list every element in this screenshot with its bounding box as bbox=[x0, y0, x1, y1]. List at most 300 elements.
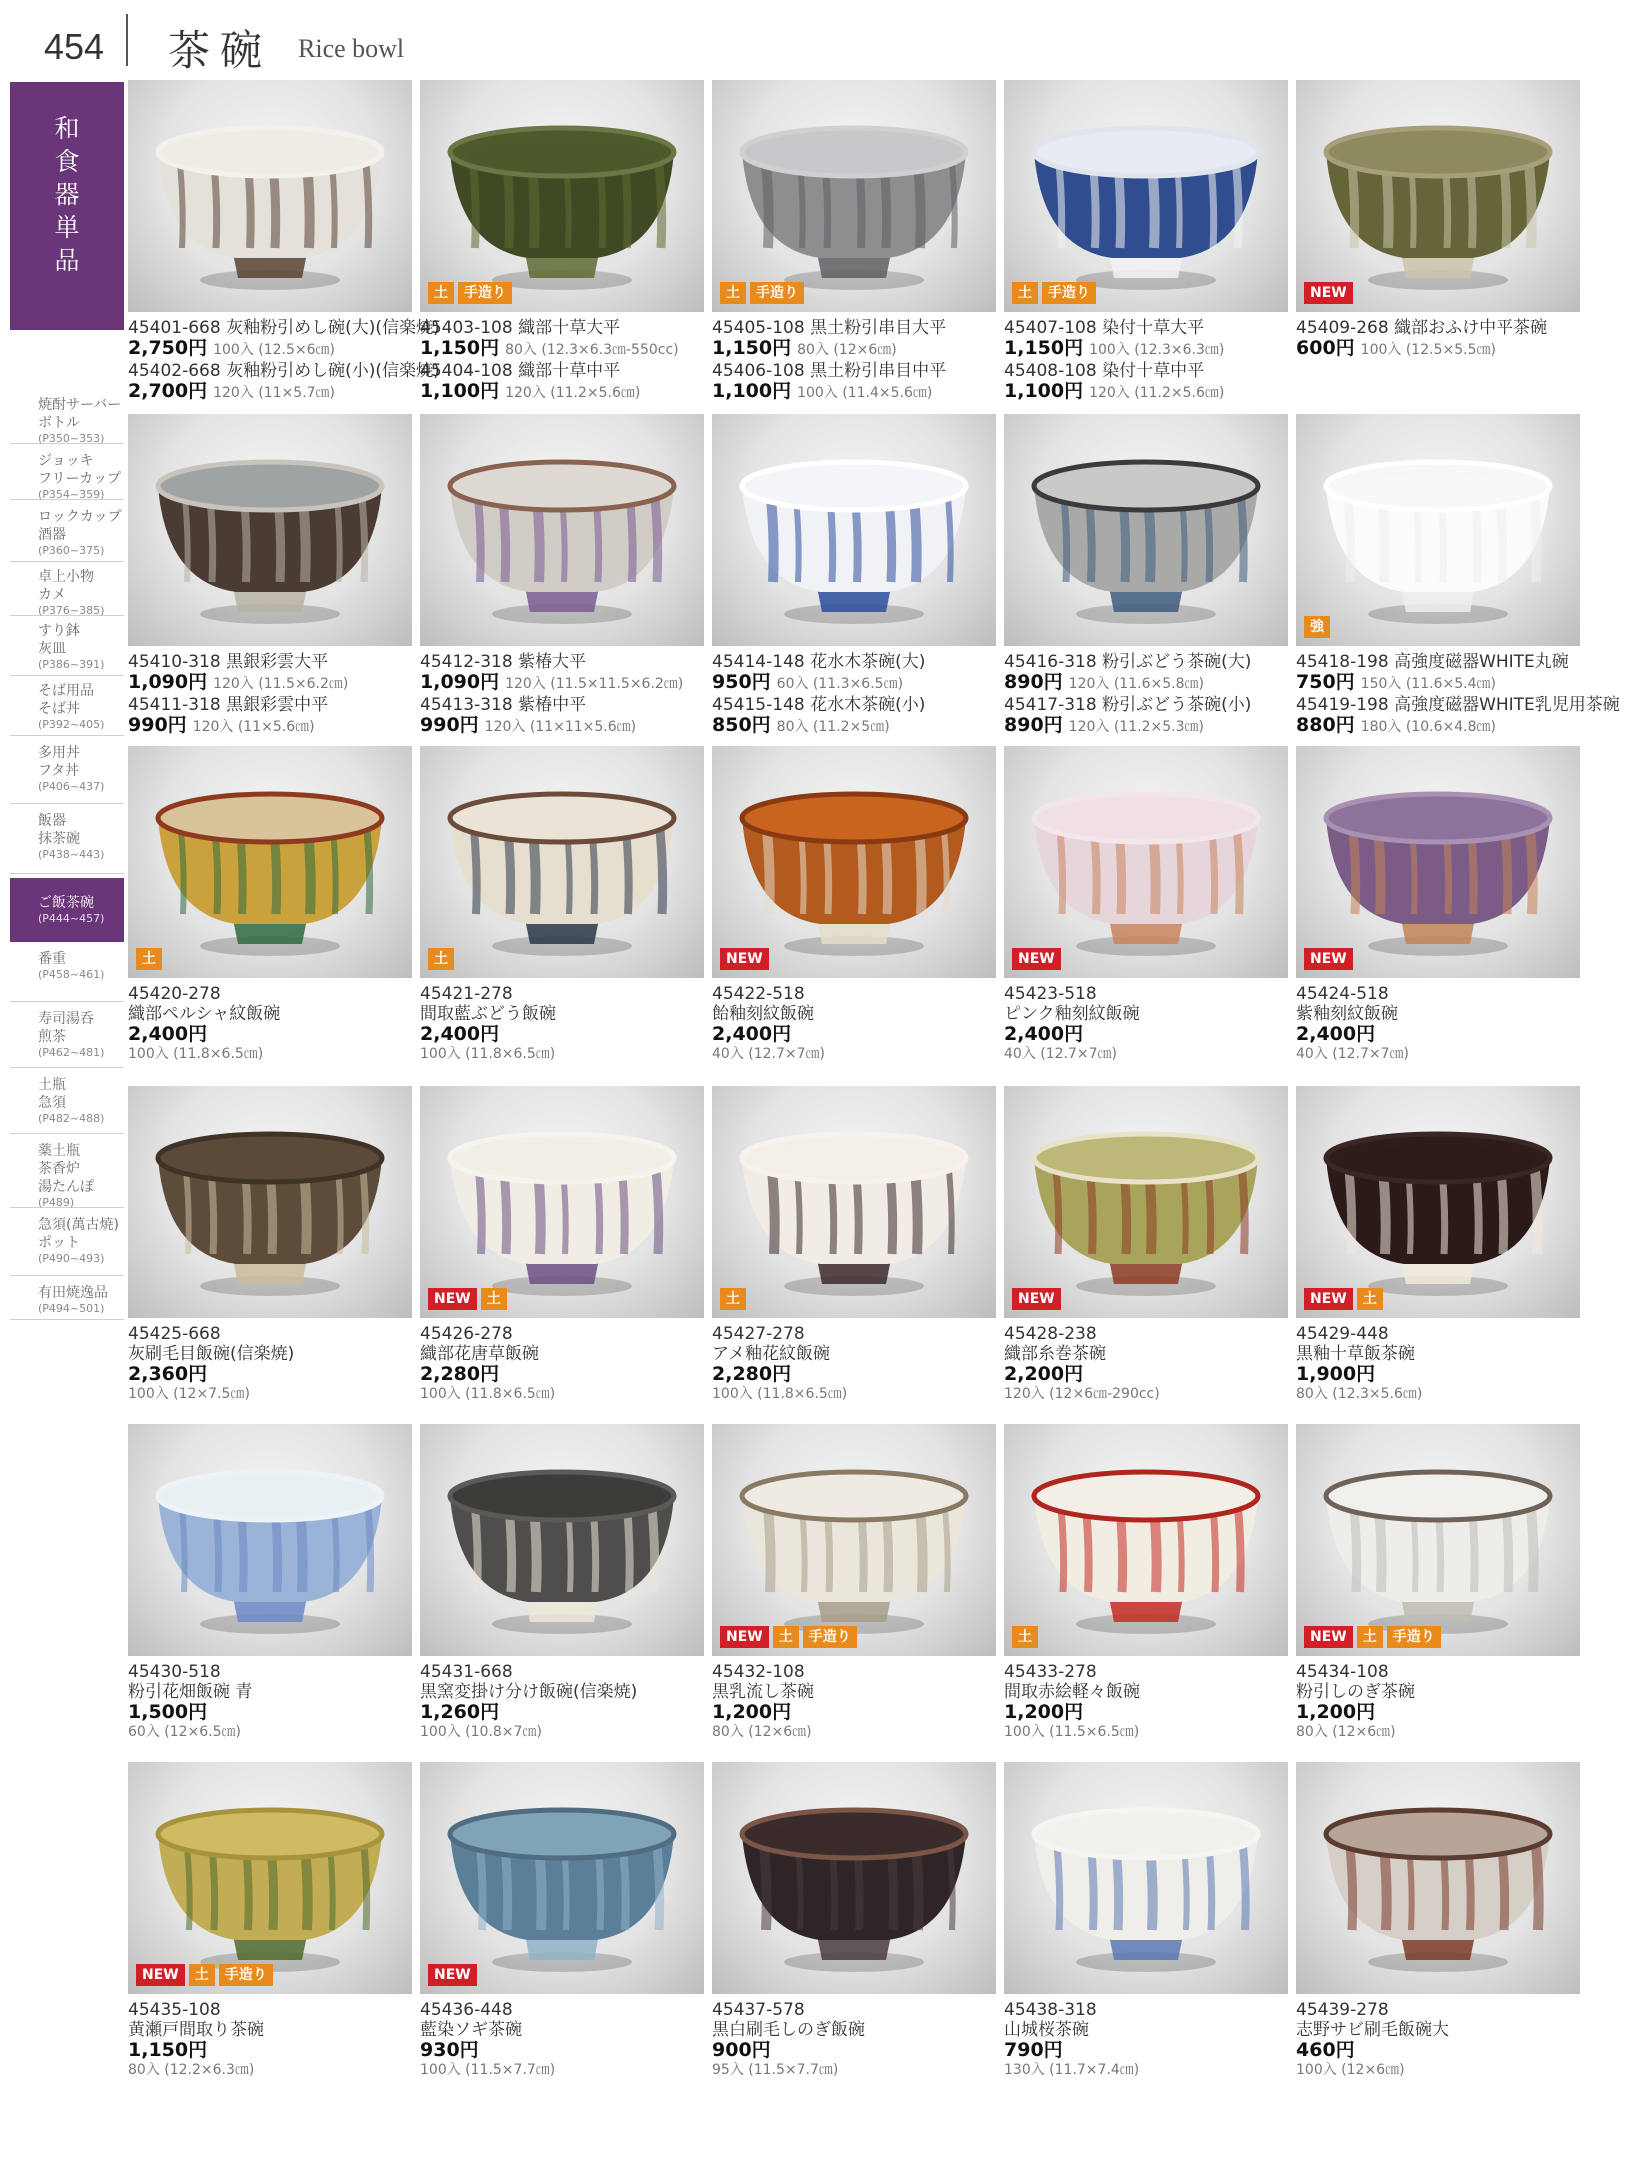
product-name: 織部花唐草飯碗 bbox=[420, 1344, 539, 1364]
product-code: 45432-108 bbox=[712, 1662, 805, 1682]
product-card[interactable] bbox=[420, 414, 704, 738]
product-card[interactable] bbox=[1296, 746, 1580, 1063]
product-price: 1,200円 bbox=[1296, 1701, 1376, 1723]
bowl-photo bbox=[1308, 1780, 1568, 1976]
bowl-pattern bbox=[1090, 1170, 1093, 1254]
bowl-pattern bbox=[364, 1846, 367, 1930]
clay-badge: 土 bbox=[720, 1288, 746, 1310]
product-spec: 150入 (11.6×5.4㎝) bbox=[1360, 676, 1496, 692]
product-photo bbox=[1296, 1086, 1580, 1318]
product-info bbox=[128, 1656, 412, 1741]
product-spec: 120入 (11.6×5.8㎝) bbox=[1068, 676, 1204, 692]
side-nav-label: そば用品 そば丼 bbox=[38, 683, 94, 717]
bowl-pattern bbox=[1212, 830, 1215, 914]
side-nav-pages: (P354~359) bbox=[38, 488, 105, 501]
product-price: 1,900円 bbox=[1296, 1363, 1376, 1385]
product-spec: 80入 (12.2×6.3㎝) bbox=[128, 2062, 255, 2078]
bowl-pattern bbox=[1379, 1508, 1382, 1592]
product-price: 2,280円 bbox=[420, 1363, 500, 1385]
clay-badge: 土 bbox=[773, 1626, 799, 1648]
bowl-photo bbox=[1016, 764, 1276, 960]
bowl-pattern bbox=[368, 1508, 371, 1592]
product-spec: 100入 (11.8×6.5㎝) bbox=[420, 1046, 556, 1062]
product-code-name: 45418-198 高強度磁器WHITE丸碗 bbox=[1296, 652, 1569, 672]
bowl-photo bbox=[1308, 432, 1568, 628]
bowl-photo bbox=[432, 1442, 692, 1638]
handmade-badge: 手造り bbox=[458, 282, 512, 304]
clay-badge: 土 bbox=[189, 1964, 215, 1986]
bowl-inside bbox=[758, 1484, 950, 1516]
handmade-badge: 手造り bbox=[1387, 1626, 1441, 1648]
product-info bbox=[420, 1994, 704, 2079]
page-subtitle: Rice bowl bbox=[298, 34, 405, 63]
new-badge: NEW bbox=[428, 1288, 477, 1310]
product-code: 45436-448 bbox=[420, 2000, 513, 2020]
bowl-photo bbox=[724, 98, 984, 294]
bowl-photo bbox=[724, 1442, 984, 1638]
product-photo bbox=[1296, 746, 1580, 978]
clay-badge: 土 bbox=[1012, 1626, 1038, 1648]
price-row bbox=[712, 672, 996, 695]
bowl-inside bbox=[1342, 1484, 1534, 1516]
category-char: 器 bbox=[54, 180, 80, 209]
bowl-pattern bbox=[626, 830, 629, 914]
product-spec: 100入 (11.5×7.7㎝) bbox=[420, 2062, 556, 2078]
product-card[interactable] bbox=[712, 414, 996, 738]
product-card[interactable] bbox=[712, 1762, 996, 2079]
product-info bbox=[1004, 978, 1288, 1063]
bowl-pattern bbox=[630, 498, 633, 582]
product-photo bbox=[712, 1424, 996, 1656]
bowl-pattern bbox=[1384, 1846, 1387, 1930]
product-spec: 120入 (11×11×5.6㎝) bbox=[484, 719, 637, 735]
header-divider bbox=[126, 14, 128, 66]
side-nav-pages: (P490~493) bbox=[38, 1252, 105, 1265]
bowl-pattern bbox=[333, 830, 336, 914]
product-code-name: 45411-318 黒銀彩雲中平 bbox=[128, 695, 329, 715]
product-info bbox=[712, 978, 996, 1063]
product-photo bbox=[1296, 80, 1580, 312]
product-info bbox=[1296, 312, 1580, 361]
side-nav-label: ジョッキ フリーカップ bbox=[38, 453, 122, 487]
product-price: 2,360円 bbox=[128, 1363, 208, 1385]
product-spec: 80入 (12×6㎝) bbox=[797, 342, 897, 358]
product-card[interactable] bbox=[712, 80, 996, 404]
product-spec: 80入 (12.3×6.3㎝-550cc) bbox=[505, 342, 679, 358]
side-nav-pages: (P386~391) bbox=[38, 658, 105, 671]
product-spec: 80入 (12.3×5.6㎝) bbox=[1296, 1386, 1423, 1402]
bowl-pattern bbox=[1501, 1170, 1504, 1254]
product-info bbox=[712, 646, 996, 738]
product-card[interactable] bbox=[1296, 80, 1580, 361]
product-card[interactable] bbox=[1004, 1424, 1288, 1741]
side-nav-pages: (P350~353) bbox=[38, 432, 105, 445]
product-code-name: 45410-318 黒銀彩雲大平 bbox=[128, 652, 329, 672]
bowl-pattern bbox=[334, 1508, 337, 1592]
product-price: 1,090円 bbox=[128, 671, 208, 693]
side-nav-item[interactable] bbox=[10, 740, 124, 804]
price-row bbox=[1296, 338, 1580, 361]
product-card[interactable] bbox=[420, 1086, 704, 1403]
bowl-pattern bbox=[764, 1846, 767, 1930]
product-info bbox=[1296, 1318, 1580, 1403]
product-code-name: 45419-198 高強度磁器WHITE乳児用茶碗 bbox=[1296, 695, 1620, 715]
side-nav-item[interactable] bbox=[10, 504, 124, 562]
bowl-pattern bbox=[655, 498, 658, 582]
bowl-pattern bbox=[949, 1170, 952, 1254]
badge-group bbox=[428, 1288, 507, 1310]
side-nav-item[interactable] bbox=[10, 946, 124, 1002]
bowl-pattern bbox=[1057, 1846, 1060, 1930]
product-code: 45431-668 bbox=[420, 1662, 513, 1682]
product-name: 黄瀬戸間取り茶碗 bbox=[128, 2020, 264, 2040]
product-card[interactable] bbox=[128, 1424, 412, 1741]
badge-group bbox=[1304, 1288, 1383, 1310]
bowl-pattern bbox=[1352, 164, 1355, 248]
side-nav-pages: (P462~481) bbox=[38, 1046, 105, 1059]
bowl-pattern bbox=[1060, 830, 1063, 914]
bowl-inside bbox=[1342, 806, 1534, 838]
bowl-pattern bbox=[1348, 498, 1351, 582]
product-card[interactable] bbox=[420, 1762, 704, 2079]
bowl-pattern bbox=[508, 830, 511, 914]
product-card[interactable] bbox=[128, 746, 412, 1063]
product-photo bbox=[1004, 1762, 1288, 1994]
bowl-pattern bbox=[1378, 830, 1381, 914]
product-name: 黒釉十草飯茶碗 bbox=[1296, 1344, 1415, 1364]
bowl-photo bbox=[432, 764, 692, 960]
bowl-photo bbox=[1016, 98, 1276, 294]
product-card[interactable] bbox=[420, 746, 704, 1063]
bowl-pattern bbox=[1237, 830, 1240, 914]
price-row bbox=[128, 381, 412, 404]
clay-badge: 土 bbox=[1357, 1626, 1383, 1648]
product-price: 900円 bbox=[712, 2039, 771, 2061]
product-info bbox=[1004, 1318, 1288, 1403]
bowl-pattern bbox=[1529, 164, 1532, 248]
bowl-pattern bbox=[1213, 1508, 1216, 1592]
product-name: 黒乳流し茶碗 bbox=[712, 1682, 814, 1702]
product-info bbox=[420, 978, 704, 1063]
product-photo bbox=[128, 1762, 412, 1994]
product-card[interactable] bbox=[1296, 1424, 1580, 1741]
bowl-inside bbox=[1050, 1484, 1242, 1516]
bowl-pattern bbox=[919, 830, 922, 914]
product-code: 45433-278 bbox=[1004, 1662, 1097, 1682]
product-spec: 60入 (12×6.5㎝) bbox=[128, 1724, 241, 1740]
product-price: 1,100円 bbox=[712, 380, 792, 402]
bowl-photo bbox=[432, 1780, 692, 1976]
bowl-pattern bbox=[1094, 830, 1097, 914]
product-photo bbox=[128, 746, 412, 978]
product-card[interactable] bbox=[712, 746, 996, 1063]
bowl-photo bbox=[140, 98, 400, 294]
product-code-name: 45409-268 織部おふけ中平茶碗 bbox=[1296, 318, 1548, 338]
bowl-pattern bbox=[1059, 164, 1062, 248]
bowl-photo bbox=[1308, 1442, 1568, 1638]
side-nav-item[interactable] bbox=[10, 1006, 124, 1068]
badge-group bbox=[1012, 282, 1096, 304]
bowl-pattern bbox=[363, 1170, 366, 1254]
bowl-pattern bbox=[1209, 1846, 1212, 1930]
side-nav-pages: (P489) bbox=[38, 1196, 75, 1209]
badge-group bbox=[720, 282, 804, 304]
product-spec: 100入 (12.5×6㎝) bbox=[213, 342, 336, 358]
product-code: 45426-278 bbox=[420, 1324, 513, 1344]
product-name: 灰刷毛目飯碗(信楽焼) bbox=[128, 1344, 295, 1364]
product-name: 粉引花畑飯碗 青 bbox=[128, 1682, 253, 1702]
side-nav-label: 卓上小物 カメ bbox=[38, 569, 94, 603]
side-nav-label: ご飯茶碗 bbox=[38, 895, 94, 911]
badge-group bbox=[428, 282, 512, 304]
side-nav-item[interactable] bbox=[10, 678, 124, 736]
side-nav-item[interactable] bbox=[10, 448, 124, 500]
bowl-inside bbox=[1050, 1822, 1242, 1854]
product-card[interactable] bbox=[1004, 80, 1288, 404]
price-row bbox=[712, 338, 996, 361]
bowl-pattern bbox=[920, 1508, 923, 1592]
product-spec: 120入 (11×5.7㎝) bbox=[213, 385, 336, 401]
product-info bbox=[420, 1318, 704, 1403]
product-photo bbox=[1296, 1424, 1580, 1656]
bowl-inside bbox=[1050, 806, 1242, 838]
product-info bbox=[1004, 1994, 1288, 2079]
product-price: 890円 bbox=[1004, 714, 1063, 736]
product-card[interactable] bbox=[420, 80, 704, 404]
bowl-pattern bbox=[1093, 164, 1096, 248]
product-code: 45429-448 bbox=[1296, 1324, 1389, 1344]
side-nav-item[interactable] bbox=[10, 1138, 124, 1208]
product-price: 600円 bbox=[1296, 337, 1355, 359]
product-price: 1,200円 bbox=[1004, 1701, 1084, 1723]
product-name: 志野サビ刷毛飯碗大 bbox=[1296, 2020, 1449, 2040]
price-row bbox=[420, 338, 704, 361]
product-card[interactable] bbox=[1004, 414, 1288, 738]
bowl-photo bbox=[724, 1104, 984, 1300]
bowl-inside bbox=[1050, 1146, 1242, 1178]
side-nav-item[interactable] bbox=[10, 392, 124, 444]
clay-badge: 土 bbox=[481, 1288, 507, 1310]
bowl-pattern bbox=[182, 1508, 185, 1592]
price-row bbox=[128, 672, 412, 695]
product-name: 織部糸巻茶碗 bbox=[1004, 1344, 1106, 1364]
side-nav-item[interactable] bbox=[10, 1280, 124, 1320]
product-info bbox=[1296, 978, 1580, 1063]
product-code: 45422-518 bbox=[712, 984, 805, 1004]
side-nav-item[interactable] bbox=[10, 618, 124, 676]
product-code: 45425-668 bbox=[128, 1324, 221, 1344]
product-name: 黒白刷毛しのぎ飯碗 bbox=[712, 2020, 865, 2040]
price-row bbox=[128, 338, 412, 361]
bowl-pattern bbox=[509, 1508, 512, 1592]
side-nav-label: 焼酎サーバー ボトル bbox=[38, 397, 122, 431]
handmade-badge: 手造り bbox=[219, 1964, 273, 1986]
product-code-name: 45405-108 黒土粉引串目大平 bbox=[712, 318, 947, 338]
bowl-pattern bbox=[768, 1508, 771, 1592]
product-photo bbox=[1296, 414, 1580, 646]
product-info bbox=[1004, 312, 1288, 404]
product-price: 2,400円 bbox=[1004, 1023, 1084, 1045]
bowl-photo bbox=[1308, 98, 1568, 294]
product-code: 45430-518 bbox=[128, 1662, 221, 1682]
product-spec: 100入 (12×7.5㎝) bbox=[128, 1386, 250, 1402]
bowl-pattern bbox=[504, 1170, 507, 1254]
product-spec: 100入 (12×6㎝) bbox=[1296, 2062, 1405, 2078]
side-nav-pages: (P482~488) bbox=[38, 1112, 105, 1125]
product-name: 飴釉刻紋飯碗 bbox=[712, 1004, 814, 1024]
product-photo bbox=[420, 746, 704, 978]
product-price: 2,750円 bbox=[128, 337, 208, 359]
clay-badge: 土 bbox=[1357, 1288, 1383, 1310]
product-price: 2,400円 bbox=[128, 1023, 208, 1045]
new-badge: NEW bbox=[1304, 282, 1353, 304]
product-card[interactable] bbox=[712, 1424, 996, 1741]
product-info bbox=[420, 646, 704, 738]
bowl-pattern bbox=[1383, 1170, 1386, 1254]
badge-group bbox=[136, 1964, 273, 1986]
product-code-name: 45408-108 染付十草中平 bbox=[1004, 361, 1205, 381]
clay-badge: 土 bbox=[1012, 282, 1038, 304]
bowl-pattern bbox=[185, 498, 188, 582]
bowl-inside bbox=[758, 474, 950, 506]
bowl-pattern bbox=[1349, 1170, 1352, 1254]
product-card[interactable] bbox=[712, 1086, 996, 1403]
product-code: 45434-108 bbox=[1296, 1662, 1389, 1682]
product-card[interactable] bbox=[128, 80, 440, 404]
badge-group bbox=[720, 948, 769, 970]
product-info bbox=[128, 978, 412, 1063]
bowl-pattern bbox=[474, 830, 477, 914]
product-code: 45428-238 bbox=[1004, 1324, 1097, 1344]
product-spec: 120入 (11.2×5.6㎝) bbox=[505, 385, 641, 401]
bowl-pattern bbox=[1207, 498, 1210, 582]
product-spec: 40入 (12.7×7㎝) bbox=[1004, 1046, 1117, 1062]
product-name: 間取藍ぶどう飯碗 bbox=[420, 1004, 556, 1024]
bowl-photo bbox=[140, 432, 400, 628]
product-card[interactable] bbox=[420, 1424, 704, 1741]
side-nav-label: 土瓶 急須 bbox=[38, 1077, 66, 1111]
category-char: 品 bbox=[54, 246, 80, 275]
side-nav-item[interactable] bbox=[10, 808, 124, 874]
clay-badge: 土 bbox=[428, 948, 454, 970]
product-card[interactable] bbox=[1296, 1762, 1580, 2079]
price-row bbox=[712, 715, 996, 738]
bowl-pattern bbox=[766, 164, 769, 248]
product-card[interactable] bbox=[1004, 1086, 1288, 1403]
bowl-pattern bbox=[1500, 498, 1503, 582]
product-photo bbox=[712, 746, 996, 978]
product-info bbox=[712, 1994, 996, 2079]
side-nav-item[interactable] bbox=[10, 564, 124, 616]
product-card[interactable] bbox=[1004, 746, 1288, 1063]
product-spec: 100入 (10.8×7㎝) bbox=[420, 1724, 542, 1740]
price-row bbox=[1004, 715, 1288, 738]
product-spec: 120入 (11.5×6.2㎝) bbox=[213, 676, 349, 692]
bowl-pattern bbox=[797, 1170, 800, 1254]
product-spec: 180入 (10.6×4.8㎝) bbox=[1360, 719, 1496, 735]
side-nav-item[interactable] bbox=[10, 1072, 124, 1134]
bowl-photo bbox=[1016, 1104, 1276, 1300]
new-badge: NEW bbox=[1304, 1626, 1353, 1648]
product-card[interactable] bbox=[128, 1762, 412, 2079]
clay-badge: 土 bbox=[720, 282, 746, 304]
product-card[interactable] bbox=[128, 414, 412, 738]
product-name: 粉引しのぎ茶碗 bbox=[1296, 1682, 1415, 1702]
product-spec: 40入 (12.7×7㎝) bbox=[1296, 1046, 1409, 1062]
bowl-pattern bbox=[948, 498, 951, 582]
product-price: 950円 bbox=[712, 671, 771, 693]
product-spec: 100入 (11.5×6.5㎝) bbox=[1004, 1724, 1140, 1740]
product-code-name: 45413-318 紫椿中平 bbox=[420, 695, 587, 715]
product-price: 790円 bbox=[1004, 2039, 1063, 2061]
product-code-name: 45414-148 花水木茶碗(大) bbox=[712, 652, 926, 672]
product-photo bbox=[128, 1424, 412, 1656]
bowl-inside bbox=[174, 474, 366, 506]
bowl-pattern bbox=[1211, 164, 1214, 248]
product-photo bbox=[1004, 1086, 1288, 1318]
product-info bbox=[128, 1994, 412, 2079]
product-price: 2,700円 bbox=[128, 380, 208, 402]
bowl-pattern bbox=[1386, 164, 1389, 248]
bowl-pattern bbox=[945, 1508, 948, 1592]
bowl-pattern bbox=[1505, 830, 1508, 914]
product-card[interactable] bbox=[1004, 1762, 1288, 2079]
badge-group bbox=[1012, 1288, 1061, 1310]
product-spec: 120入 (12×6㎝-290cc) bbox=[1004, 1386, 1160, 1402]
bowl-inside bbox=[466, 806, 658, 838]
bowl-pattern bbox=[480, 1846, 483, 1930]
bowl-pattern bbox=[1502, 1846, 1505, 1930]
product-price: 1,100円 bbox=[1004, 380, 1084, 402]
bowl-pattern bbox=[950, 1846, 953, 1930]
product-name: アメ釉花紋飯碗 bbox=[712, 1344, 830, 1364]
bowl-photo bbox=[432, 98, 692, 294]
side-nav-label: 多用丼 フタ丼 bbox=[38, 745, 80, 779]
bowl-pattern bbox=[338, 1170, 341, 1254]
bowl-inside bbox=[1050, 140, 1242, 172]
side-nav-pages: (P444~457) bbox=[38, 912, 105, 925]
side-nav-item[interactable] bbox=[10, 878, 124, 942]
product-card[interactable] bbox=[1296, 1086, 1580, 1403]
product-info bbox=[420, 312, 704, 404]
product-spec: 60入 (11.3×6.5㎝) bbox=[776, 676, 904, 692]
bowl-pattern bbox=[918, 164, 921, 248]
bowl-pattern bbox=[1086, 1508, 1089, 1592]
bowl-pattern bbox=[656, 1170, 659, 1254]
bowl-pattern bbox=[187, 1846, 190, 1930]
product-card[interactable] bbox=[128, 1086, 412, 1403]
product-price: 1,500円 bbox=[128, 1701, 208, 1723]
bowl-pattern bbox=[798, 1846, 801, 1930]
bowl-inside bbox=[758, 140, 950, 172]
bowl-inside bbox=[466, 140, 658, 172]
product-code: 45435-108 bbox=[128, 2000, 221, 2020]
product-card[interactable] bbox=[1296, 414, 1620, 738]
product-code-name: 45407-108 染付十草大平 bbox=[1004, 318, 1205, 338]
price-row bbox=[1004, 338, 1288, 361]
page-title: 茶碗 bbox=[168, 26, 273, 75]
side-nav-item[interactable] bbox=[10, 1212, 124, 1276]
product-price: 2,400円 bbox=[712, 1023, 792, 1045]
bowl-pattern bbox=[216, 1508, 219, 1592]
product-info bbox=[712, 312, 996, 404]
new-badge: NEW bbox=[1304, 948, 1353, 970]
product-spec: 40入 (12.7×7㎝) bbox=[712, 1046, 825, 1062]
product-info bbox=[712, 1656, 996, 1741]
product-name: ピンク釉刻紋飯碗 bbox=[1004, 1004, 1140, 1024]
product-photo bbox=[420, 1086, 704, 1318]
bowl-pattern bbox=[796, 498, 799, 582]
